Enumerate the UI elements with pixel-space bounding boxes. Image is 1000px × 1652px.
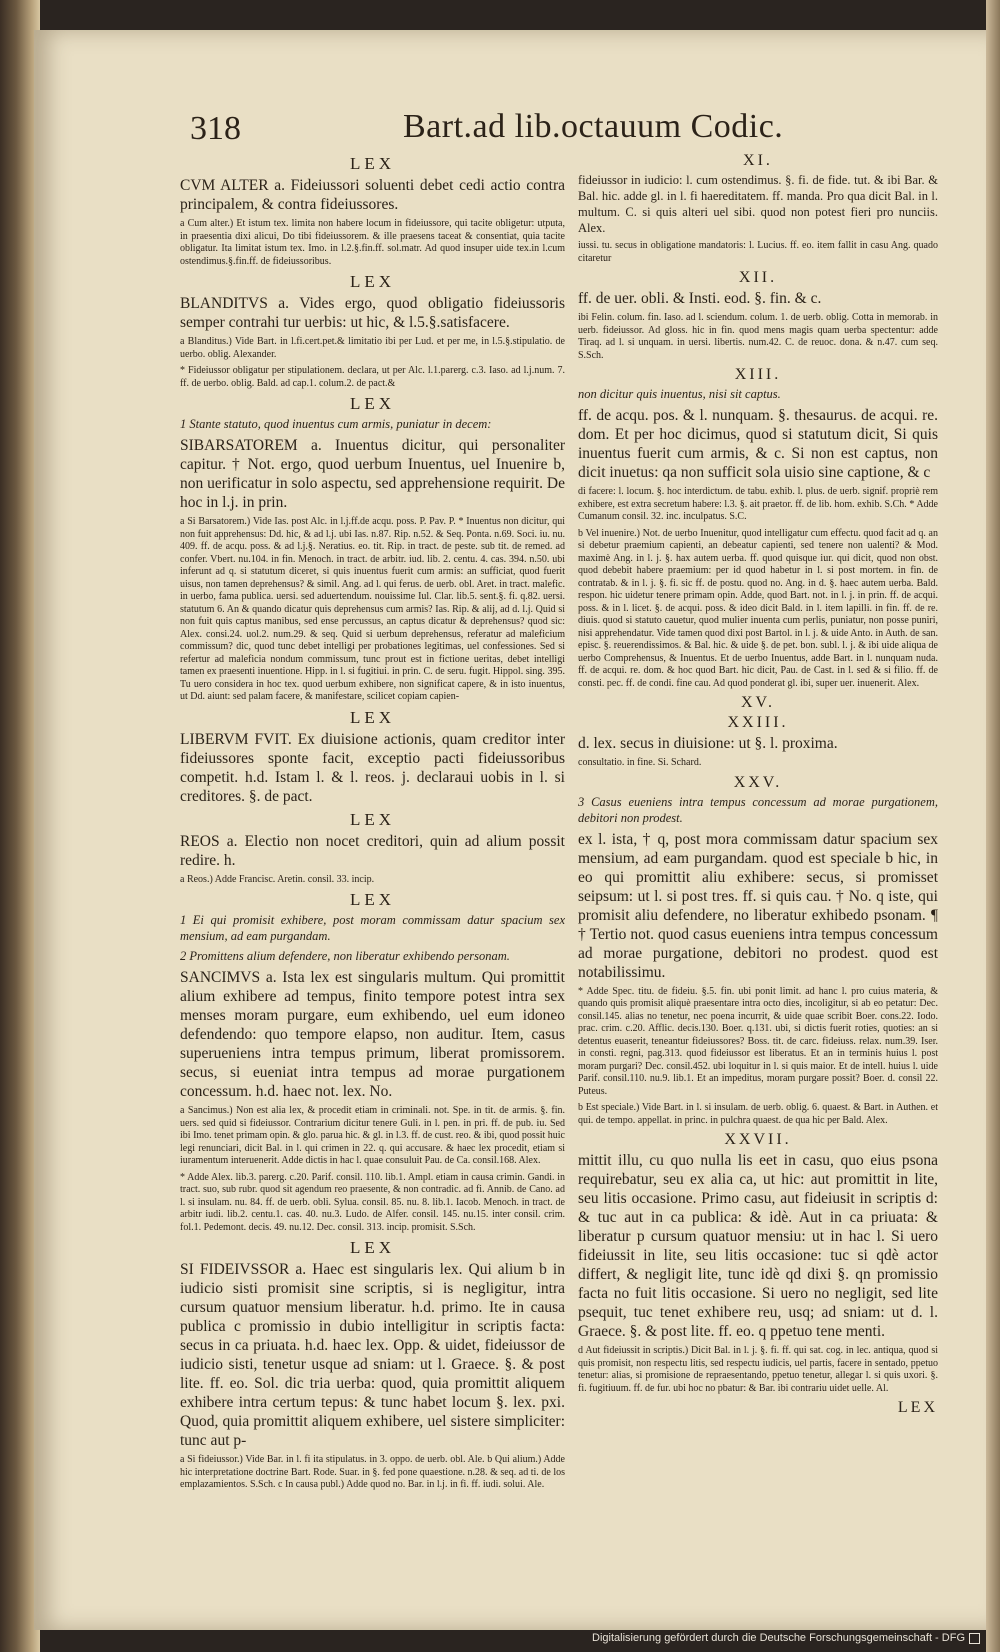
law-text: SIBARSATOREM a. Inuentus dicitur, qui personaliter capitur. † Not. ergo, quod uerbum Inuentus, uel Inuenire b, non uerificatur in solo aspectu, sed apprehensione requirit. De hoc in l.j. in prin. xyxy=(180,437,565,511)
lex-heading: LEX xyxy=(349,154,396,173)
lex-heading: LEX xyxy=(349,890,396,909)
gloss-note: consultatio. in fine. Si. Schard. xyxy=(578,757,702,768)
law-text: ff. de uer. obli. & Insti. eod. §. fin. & c. xyxy=(578,290,822,307)
law-text: LIBERVM FVIT. Ex diuisione actionis, quam creditor inter fideiussores sponte facit, exceptio pacti fideiussoribus competit. h.d. Istam l. & l. reos. j. declaraui uobis in l. si creditores. §. de pact. xyxy=(180,730,565,805)
law-text: mittit illu, cu quo nulla lis eet in casu, quo eius psona requirebatur, seu ex alia ca, ut hic: aut promittit in lite, seu litis occasione. Primo casu, aut fideiusit in scriptis d: & tuc aut in ca publica: & idè. Aut in ca priuata: & liberatur p cursum quatuor mensiu: ut in hac l. Si uero fideiussit in lite, seu litis occasione: tuc si qdè actor differt, & negligit lite, tunc idè qd dixi §. qn promissio facta no fuit litis occasione. Si uero no negligit, sed lite psequit, tuc tenet exhibere reu, usq; ad sniam: ut d. l. Graece. §. & post lite. ff. eo. q ppetuo tene menti. xyxy=(578,1152,938,1340)
gloss-note: ibi Felin. colum. fin. Iaso. ad l. sciendum. colum. 1. de uerb. oblig. Cotta in memorab. in uerb. fideiussor. Ad gloss. hic in fin. quod mens magis quam uerba spectentur: adde Tiraq. ad l. si unquam. in uersi. libertis. num.42. C. de reuoc. dona. & n.47. cum seq. S.Sch. xyxy=(578,312,938,361)
lex-heading: LEX xyxy=(349,272,396,291)
summary-line: 1 Ei qui promisit exhibere, post moram commissam datur spacium sex mensium, ad eam purgandam. xyxy=(180,913,565,943)
gloss-note: iussi. tu. secus in obligatione mandatoris: l. Lucius. ff. eo. item fallit in casu Ang. quado citaretur xyxy=(578,240,938,264)
summary-line: 1 Stante statuto, quod inuentus cum armis, puniatur in decem: xyxy=(180,417,492,431)
summary-line: 3 Casus eueniens intra tempus concessum ad morae purgationem, debitori non prodest. xyxy=(578,794,938,825)
gloss-note: a Reos.) Adde Francisc. Aretin. consil. 33. incip. xyxy=(180,873,375,885)
lex-number: XII. xyxy=(738,269,778,286)
right-column xyxy=(578,150,938,1419)
summary-line: non dicitur quis inuentus, nisi sit captus. xyxy=(578,387,781,401)
gloss-note: b Est speciale.) Vide Bart. in l. si insulam. de uerb. oblig. 6. quaest. & Bart. in Authen. et qui. de tempo. appellat. in princ. in pulchra quaest. de qua hic per Bald. Alex. xyxy=(578,1102,938,1126)
lex-heading: LEX xyxy=(349,707,396,727)
law-text: BLANDITVS a. Vides ergo, quod obligatio fideiussoris semper contrahi tur uerbis: ut hic, & l.5.§.satisfacere. xyxy=(180,295,565,331)
gloss-note: a Sancimus.) Non est alia lex, & procedit etiam in criminali. not. Spe. in tit. de armis. §. fin. uers. sed quid si fideiussor. Contrarium dicitur tenere Guli. in l. pen. in pri. ff. de pub. iu. Sed ibi Imo. tenet primam opin. & glo. parua hic. & gl. in l.3. ff. de cust. reo. & ibi, quod possit huic legi renunciari, dicit Bal. in l. qui crimen in 22. q. qui accusare. & haec lex procedit, etiam si iuramentum interuenerit. Adde dictis in hac l. quae consuluit Pau. de Ca. consil.168. Alex. xyxy=(180,1105,565,1166)
commentary-text: fideiussor in iudicio: l. cum ostendimus. §. fi. de fide. tut. & ibi Bar. & Bal. hic. adde gl. in l. fi haereditatem. ff. manda. Pro qua dicit Bal. in l. multum. C. si quis alteri uel sibi. quod non potest fieri pro nunciis. Alex. xyxy=(578,173,938,235)
summary-line: 2 Promittens alium defendere, non liberatur exhibendo personam. xyxy=(180,949,510,963)
law-text: ex l. ista, † q, post mora commissam datur spacium sex mensium, ad eam purgandam. quod est speciale b hic, in eo qui promittit aliu exhibere: secus, si promisset seipsum: ut l. si post tres. ff. si quis cau. † No. q iste, qui promisit aliu defendere, no liberatur exhibedo psonam. ¶ † Tertio not. quod casus eueniens intra tempus concessum ad morae purgatione, debitori no prodest. quod est notabilissimu. xyxy=(578,830,938,981)
lex-number: XXIII. xyxy=(727,714,789,731)
digitization-footer xyxy=(592,1632,980,1644)
gloss-note: a Si Barsatorem.) Vide Ias. post Alc. in l.j.ff.de acqu. poss. P. Pav. P. * Inuentus non dicitur, qui non fuit apprehensus: Dd. hic, & ad l.j. ubi Ias. n.87. Rip. n.52. & Seq. Ponta. n.69. Soci. iu. nu. 409. ff. de acqu. poss. & ad l.j.§. Neratius. eo. tit. Rip. in tract. de peste. sub tit. de remed. ad confer. Vbert. nu.104. in fin. Menoch. in tract. de arbitr. iud. lib. 2. centu. 4. cas. 394. n.50. ubi inferunt ad q. si statutum diceret, si quis inuentus fuerit cum armis: an sufficiat, quod fuerit uisus, non tamen deprehensus? & simil. Ang. ad l. qui ferus. de uerb. obl. Aret. in tract. malefic. in uerbo, fama publica. uersi. sed aduertendum. nouissime Iul. Clar. lib.5. sent.§. fi. q.82. uersi. statutum 6. An & quando dicatur quis deprehensus cum armis? Ias. Rip. & alij, ad d. l.j. Quid si non fuit quis captus manibus, sed ense percussus, an captus dicatur & deprehensus? quod sic: Alex. consi.24. uol.2. num.29. & seq. Quid si uerbum deprehensus, referatur ad maleficium commissum? dic, quod tunc debet intelligi per probationes legitimas, uel confessiones. Sed si refertur ad maleficia nondum commissum, tunc prout est in fictione ueritas, debet intelligi tamen ex praesenti inuentione. Hipp. in l. si fugitiui. in prin. C. de seru. fugit. Hippol. sing. 395. Tu uero considera in hoc tex. quod uerbum exhibere, non significat capere, & in isto inuentus, ut Dd. aiunt: sed palam facere, & manifestare, scilicet copiam capien- xyxy=(180,516,565,702)
lex-number: XIII. xyxy=(734,366,782,383)
law-text: SI FIDEIVSSOR a. Haec est singularis lex. Qui alium b in iudicio sisti promisit sine scriptis, si is negligitur, intra cursum quatuor mensium liberatur. h.d. primo. Ite in causa publica c promissio in dubio intelligitur in scriptis facta: secus in ca priuata. h.d. haec lex. Opp. & uidet, fideiussor de iudicio sisti, tenetur usque ad sniam: ut l. Graece. §. & post lite. ff. eo. Sol. dic tria uerba: quod, quia promittit aliquem exhibere intra certum tepus: & tunc habet locum §. lex. pxi. Quod, quia promittit aliquem exhibere, uel sistere simpliciter: tunc aut p- xyxy=(180,1261,565,1449)
lex-heading: LEX xyxy=(349,1238,396,1257)
gloss-note: * Adde Spec. titu. de fideiu. §.5. fin. ubi ponit limit. ad hanc l. pro cuius materia, & quando quis promisit aliquè praesentare intra octo dies, incoligitur, si ab eo petatur: Dec. consil.145. alias no tenetur, nec poena incurrit, & uide quae scribit Boer. cons.22. Iodo. prac. crim. c.20. Afflic. decis.130. Boer. q.131. ubi, si dictis fuerit roties, quoties: an si detentus euaserit, teneantur fideiussores? Boss. tit. de carc. fideiuss. relax. num.39. Iser. in consti. regni, pag.313. quod fideiussor est liberatus. Et an in terminis huius l. post moram purgari? Dec. consil.452. ubi loquitur in l. si quis maior. Et de intell. huius l. uide Parif. consil.110. nu.9. lib.1. Et an impeditus, moram purgare possit? Boer. d. consil 22. Puteus. xyxy=(578,985,938,1097)
lex-heading: LEX xyxy=(349,809,396,829)
gloss-note: a Si fideiussor.) Vide Bar. in l. fi ita stipulatus. in 3. oppo. de uerb. obl. Ale. b Qui alium.) Adde hic interpretatione doctrine Bart. Rode. Suar. in §. fed pone quaestione. n.28. & seq. ad ti. de los emplazamientos. S.Sch. c In causa publ.) Adde quod no. Bar. in l.j. in fi. ff. iudi. solui. Ale. xyxy=(180,1454,565,1490)
law-text: SANCIMVS a. Ista lex est singularis multum. Qui promittit alium exhibere ad tempus, finito tempore potest intra sex menses moram purgare, eum exhibendo, uel eum idoneo defendendo: quo tempore elapso, non auditur. Item, casus superueniens intra tempus primum, liberat promissorem. secus, si eueniat intra tempus ad morae purgationem concessum. h.d. haec not. lex. No. xyxy=(180,969,565,1100)
left-column xyxy=(180,150,565,1496)
law-text: ff. de acqu. pos. & l. nunquam. §. thesaurus. de acqui. re. dom. Et per hoc dicimus, quod si statutum dicit, Si quis inuentus fuerit cum armis, & c. Si non est captus, non dicit inuetus: qa non sufficit sola uisio sine captione, & c xyxy=(578,407,938,481)
lex-number: XXV. xyxy=(733,773,783,791)
gloss-note: di facere: l. locum. §. hoc interdictum. de tabu. exhib. l. plus. de uerb. signif. propriè rem exhibere, est extra secretum habere: l.3. §. ait praetor. ff. de lib. hom. exhib. S.Ch. * Adde Cumanum consil. 32. inc. inculpatus. S.C. xyxy=(578,486,938,522)
law-text: d. lex. secus in diuisione: ut §. l. proxima. xyxy=(578,735,838,752)
law-text: CVM ALTER a. Fideiussori soluenti debet cedi actio contra principalem, & contra fideiussores. xyxy=(180,177,565,213)
lex-heading: LEX xyxy=(349,394,396,413)
page-number: 318 xyxy=(190,110,241,147)
page-edge xyxy=(986,0,1000,1652)
footer-text: Digitalisierung gefördert durch die Deutsche Forschungsgemeinschaft - DFG xyxy=(592,1632,965,1644)
gloss-note: a Cum alter.) Et istum tex. limita non habere locum in fideiussore, qui tacite obligetur: utputa, in praesentia dixi alicui, Do tibi fideiussorem. & ille praesens taceat & consentiat, quia tacite obligatur. Ita limitat istum tex. Imo. in l.2.§.fin.ff. sol.matr. Ad quod insuper uide tex.in l.cum ostendimus.§.fin.ff. de fideiussoribus. xyxy=(180,218,565,267)
law-text: REOS a. Electio non nocet creditori, quin ad alium possit redire. h. xyxy=(180,832,565,869)
catchword: LEX xyxy=(897,1399,938,1416)
gloss-note: * Fideiussor obligatur per stipulationem. declara, ut per Alc. l.1.parerg. c.3. Iaso. ad l.j.num. 7. ff. de uerbo. oblig. Bald. ad cap.1. colum.2. de pact.& xyxy=(180,365,565,389)
lex-number: XI. xyxy=(743,152,773,169)
gloss-note: b Vel inuenire.) Not. de uerbo Inuenitur, quod intelligatur cum effectu. quod facit ad q. an si debetur praemium capienti, an debeatur capienti, sed tenere non ualenti? & Mod. maximè Ang. in l. j. §. hax autem uerba. ff. quod quisque iur. qui dicit, quod non obst. quod debebit habere praemium: per id quod habetur in l. si post mortem. in fin. de contratab. & in l. j. §. fi. sic ff. de postu. quod no. Ang. in d. §. haec autem uerba. Bald. respon. hic uidetur tenere primam opin. Adde, quod Bart. not. in l. j. in prin. ff. de acqui. poss. & in l. licet. §. de acqui. poss. & ideo dicit Bald. in l. item lapilli. in fin. ff. de re. diuis. quod si statuto cauetur, quod mulier inuenta cum perlis, puniatur, non posse puniri, nisi apprehendatur. Vide tamen quod dixi post Bartol. in l. j. & uide Anto. in Auth. de san. episc. §. reuerendissimos. & Bal. hic. & uide §. de pet. bon. subl. l. j. & ibi uide aliqua de uerbo Comprehensus, & Inuentus. Et de uerbo Inuentus, adde Bart. in l. nunquam nuda. ff. de acqui. re. dom. & hoc quod Bart. hic dicit, Pau. de Cast. in l. sed & si filio. ff. de consti. pec. ff. de condi. fine cau. Ad quod ponderat gl. ibi, super uer. inuenerit. Alex. xyxy=(578,527,938,689)
gloss-note: * Adde Alex. lib.3. parerg. c.20. Parif. consil. 110. lib.1. Ampl. etiam in causa crimin. Gandi. in tract. suo, sub rubr. quod sit agendum reo praesente, & non contradic. ad fi. Annib. de Cano. ad l. si insulam. nu. 84. ff. de uerb. obli. Sylua. consil. 85. nu. 8. lib.1. Iacob. Menoch. in tract. de arbitr iudi. lib.2. centu.1. cas. 40. nu.3. Ludo. de Alfer. consil. 145. nu.15. inter consil. crim. fol.1. Pedemont. decis. 49. nu.12. Dec. consil. 313. incip. promisit. S.Sch. xyxy=(180,1171,565,1233)
running-head: Bart.ad lib.octauum Codic. xyxy=(403,108,784,145)
gloss-note: d Aut fideiussit in scriptis.) Dicit Bal. in l. j. §. fi. ff. qui sat. cog. in lec. antiqua, quod si quis promisit, non respectu litis, sed respectu iudicis, uel partis, facere in sentado, ppetuo tenetur: alias, si promisione de repraesentando, ppetuo tenetur, allegar l. si quis uxori. §. fi. fugitiuum. ff. de fur. ubi hoc no pbatur: & Bar. ibi contrariu uidet uelle. Al. xyxy=(578,1345,938,1394)
dfg-logo-icon xyxy=(969,1633,980,1644)
lex-number: XV. xyxy=(740,694,776,711)
gloss-note: a Blanditus.) Vide Bart. in l.fi.cert.pet.& limitatio ibi per Lud. et per me, in l.5.§.stipulatio. de uerbo. oblig. Alexander. xyxy=(180,336,565,360)
lex-number: XXVII. xyxy=(724,1131,792,1148)
